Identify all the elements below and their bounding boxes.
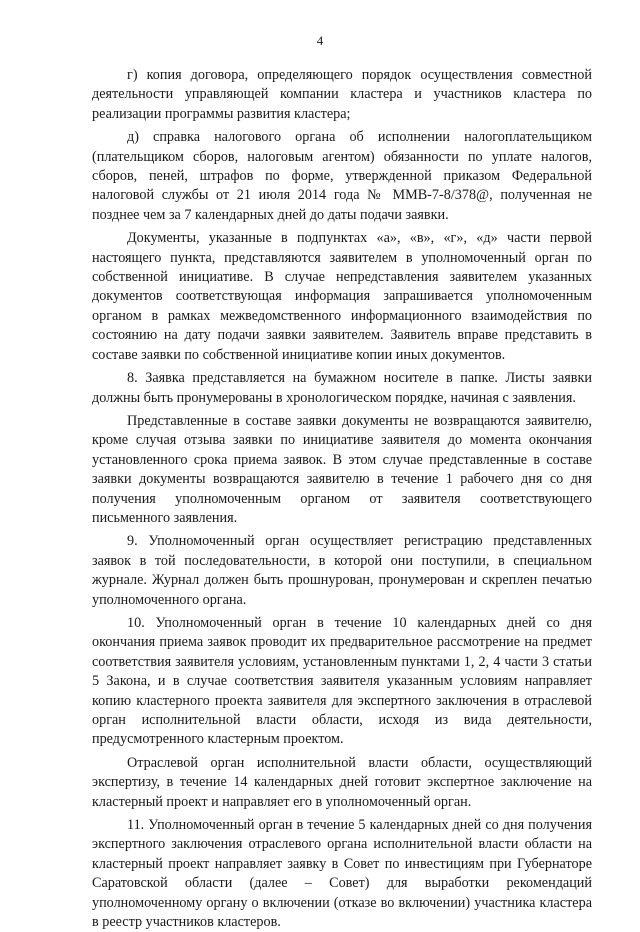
document-body <box>92 66 592 932</box>
page-number: 4 <box>316 33 324 48</box>
paragraph-item-d: д) справка налогового органа об исполнении налогоплательщиком (плательщиком сборов, налоговым агентом) обязанности по уплате налогов, сборов, пеней, штрафов по форме, утвержденной приказом Федеральной налоговой службы от 21 июля 2014 года № ММВ-7-8/378@, полученная не позднее чем за 7 календарных дней до даты подачи заявки. <box>92 129 592 223</box>
paragraph-clause-8: 8. Заявка представляется на бумажном носителе в папке. Листы заявки должны быть пронумерованы в хронологическом порядке, начиная с заявления. <box>92 370 592 406</box>
paragraph-documents-return: Представленные в составе заявки документы не возвращаются заявителю, кроме случая отзыва заявки по инициативе заявителя до момента окончания установленного срока приема заявок. В этом случае представленные в составе заявки документы возвращаются заявителю в течение 1 рабочего дня со дня получения уполномоченным органом от заявителя соответствующего письменного заявления. <box>92 412 592 526</box>
paragraph-expert-review: Отраслевой орган исполнительной власти области, осуществляющий экспертизу, в течение 14 календарных дней готовит экспертное заключение на кластерный проект и направляет его в уполномоченный орган. <box>92 754 592 810</box>
paragraph-clause-11: 11. Уполномоченный орган в течение 5 календарных дней со дня получения экспертного заключения отраслевого органа исполнительной власти области на кластерный проект направляет заявку в Совет по инвестициям при Губернаторе Саратовской области (далее – Совет) для выработки рекомендаций уполномоченному органу о включении (отказе во включении) участника кластера в реестр участников кластеров. <box>92 817 592 931</box>
paragraph-item-g: г) копия договора, определяющего порядок осуществления совместной деятельности управляющей компании кластера и участников кластера по реализации программы развития кластера; <box>92 67 592 122</box>
paragraph-clause-10: 10. Уполномоченный орган в течение 10 календарных дней со дня окончания приема заявок проводит их предварительное рассмотрение на предмет соответствия заявителя условиям, установленным пунктами 1, 2, 4 части 3 статьи 5 Закона, и в случае соответствия заявителя указанным условиям направляет копию кластерного проекта заявителя для экспертного заключения в отраслевой орган исполнительной власти области, исходя из вида деятельности, предусмотренного кластерным проектом. <box>92 614 592 748</box>
paragraph-clause-9: 9. Уполномоченный орган осуществляет регистрацию представленных заявок в той последовательности, в которой они поступили, в специальном журнале. Журнал должен быть прошнурован, пронумерован и скреплен печатью уполномоченного органа. <box>92 533 592 608</box>
paragraph-documents-initiative: Документы, указанные в подпунктах «а», «в», «г», «д» части первой настоящего пункта, представляются заявителем в уполномоченный орган по собственной инициативе. В случае непредставления заявителем указанных документов соответствующая информация запрашивается уполномоченным органом в рамках межведомственного информационного взаимодействия по состоянию на дату подачи заявки заявителем. Заявитель вправе представить в составе заявки по собственной инициативе копии иных документов. <box>92 230 592 363</box>
